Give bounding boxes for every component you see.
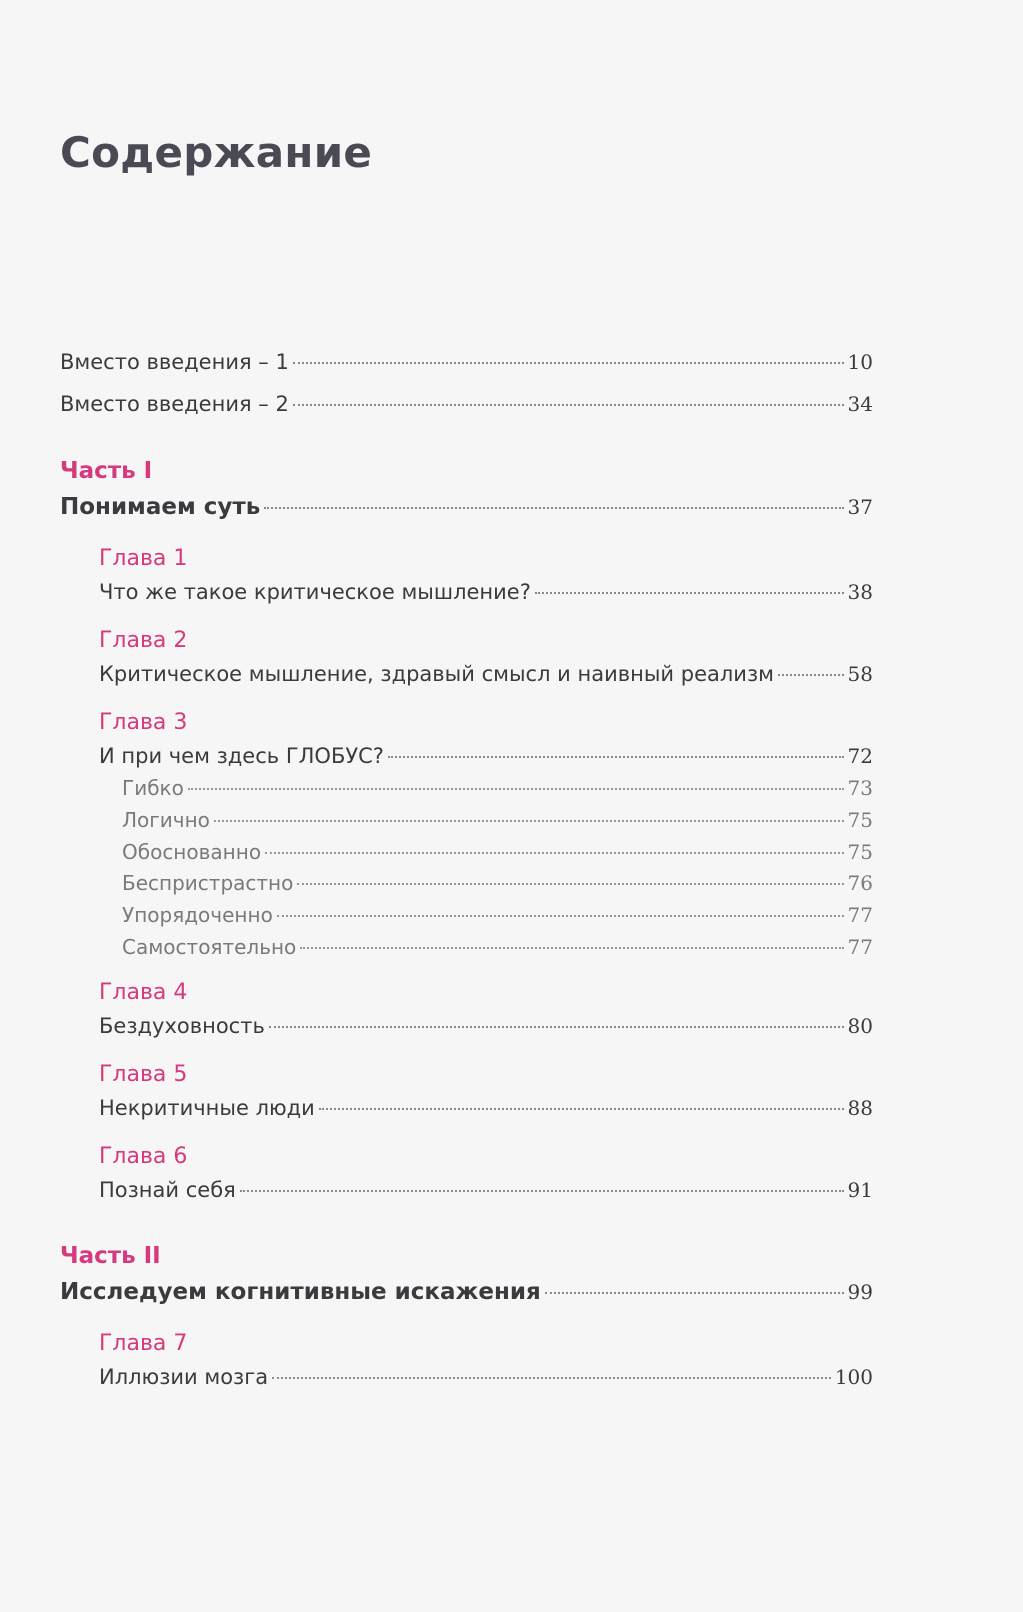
toc-entry-chapter-5[interactable] bbox=[99, 1096, 873, 1120]
leader-dots bbox=[545, 1292, 844, 1294]
part-label-2: Часть II bbox=[60, 1243, 161, 1269]
toc-entry-title: Вместо введения – 2 bbox=[60, 392, 289, 416]
leader-dots bbox=[240, 1190, 844, 1192]
toc-page-number: 10 bbox=[847, 350, 873, 374]
toc-entry-title: И при чем здесь ГЛОБУС? bbox=[99, 744, 384, 768]
chapter-label-2: Глава 2 bbox=[99, 628, 188, 653]
toc-entry-section[interactable] bbox=[122, 840, 873, 864]
toc-entry-title: Бездуховность bbox=[99, 1014, 265, 1038]
toc-page-number: 37 bbox=[847, 495, 873, 519]
toc-entry-title: Логично bbox=[122, 808, 210, 832]
toc-entry-title: Самостоятельно bbox=[122, 935, 297, 959]
toc-entry-chapter-3[interactable] bbox=[99, 744, 873, 768]
toc-page-number: 72 bbox=[847, 744, 873, 768]
toc-page-number: 34 bbox=[847, 392, 873, 416]
toc-entry-section[interactable] bbox=[122, 935, 873, 959]
toc-entry-title: Что же такое критическое мышление? bbox=[99, 580, 531, 604]
leader-dots bbox=[265, 852, 843, 854]
toc-page-number: 80 bbox=[847, 1014, 873, 1038]
leader-dots bbox=[293, 362, 844, 364]
leader-dots bbox=[214, 820, 844, 822]
toc-entry-chapter-1[interactable] bbox=[99, 580, 873, 604]
toc-page-number: 99 bbox=[847, 1280, 873, 1304]
toc-entry-title: Упорядоченно bbox=[122, 903, 273, 927]
page-title: Содержание bbox=[60, 128, 373, 177]
toc-entry-title: Вместо введения – 1 bbox=[60, 350, 289, 374]
toc-page-number: 91 bbox=[847, 1178, 873, 1202]
toc-entry-part-1[interactable] bbox=[60, 494, 873, 520]
toc-page-number: 73 bbox=[847, 776, 873, 800]
chapter-label-1: Глава 1 bbox=[99, 546, 188, 571]
toc-page-number: 88 bbox=[847, 1096, 873, 1120]
toc-entry-chapter-6[interactable] bbox=[99, 1178, 873, 1202]
leader-dots bbox=[535, 592, 844, 594]
toc-entry-section[interactable] bbox=[122, 776, 873, 800]
toc-entry-title: Обоснованно bbox=[122, 840, 262, 864]
toc-entry-intro-1[interactable] bbox=[60, 350, 873, 374]
toc-entry-title: Беспристрастно bbox=[122, 871, 294, 895]
chapter-label-5: Глава 5 bbox=[99, 1062, 188, 1087]
toc-entry-section[interactable] bbox=[122, 871, 873, 895]
toc-entry-intro-2[interactable] bbox=[60, 392, 873, 416]
leader-dots bbox=[319, 1108, 844, 1110]
toc-entry-title: Иллюзии мозга bbox=[99, 1365, 269, 1389]
chapter-label-3: Глава 3 bbox=[99, 710, 188, 735]
chapter-label-6: Глава 6 bbox=[99, 1144, 188, 1169]
leader-dots bbox=[277, 915, 844, 917]
toc-entry-title: Гибко bbox=[122, 776, 184, 800]
toc-page-number: 75 bbox=[847, 840, 873, 864]
toc-page-number: 77 bbox=[847, 935, 873, 959]
toc-entry-chapter-7[interactable] bbox=[99, 1365, 873, 1389]
leader-dots bbox=[293, 404, 844, 406]
toc-entry-title: Понимаем суть bbox=[60, 494, 261, 520]
chapter-label-4: Глава 4 bbox=[99, 980, 188, 1005]
toc-page-number: 75 bbox=[847, 808, 873, 832]
leader-dots bbox=[272, 1377, 831, 1379]
leader-dots bbox=[188, 788, 844, 790]
toc-page-number: 77 bbox=[847, 903, 873, 927]
toc-page-number: 38 bbox=[847, 580, 873, 604]
toc-entry-title: Исследуем когнитивные искажения bbox=[60, 1279, 541, 1305]
leader-dots bbox=[300, 947, 843, 949]
toc-entry-title: Познай себя bbox=[99, 1178, 236, 1202]
leader-dots bbox=[297, 883, 843, 885]
leader-dots bbox=[264, 507, 843, 509]
toc-entry-part-2[interactable] bbox=[60, 1279, 873, 1305]
toc-entry-section[interactable] bbox=[122, 903, 873, 927]
toc-page-number: 58 bbox=[847, 662, 873, 686]
leader-dots bbox=[778, 674, 844, 676]
leader-dots bbox=[269, 1026, 844, 1028]
toc-entry-chapter-2[interactable] bbox=[99, 662, 873, 686]
leader-dots bbox=[388, 756, 844, 758]
chapter-label-7: Глава 7 bbox=[99, 1331, 188, 1356]
toc-entry-title: Некритичные люди bbox=[99, 1096, 315, 1120]
toc-entry-section[interactable] bbox=[122, 808, 873, 832]
toc-page-number: 76 bbox=[847, 871, 873, 895]
toc-entry-chapter-4[interactable] bbox=[99, 1014, 873, 1038]
toc-entry-title: Критическое мышление, здравый смысл и наивный реализм bbox=[99, 662, 774, 686]
part-label-1: Часть I bbox=[60, 458, 153, 484]
toc-page-number: 100 bbox=[834, 1365, 873, 1389]
